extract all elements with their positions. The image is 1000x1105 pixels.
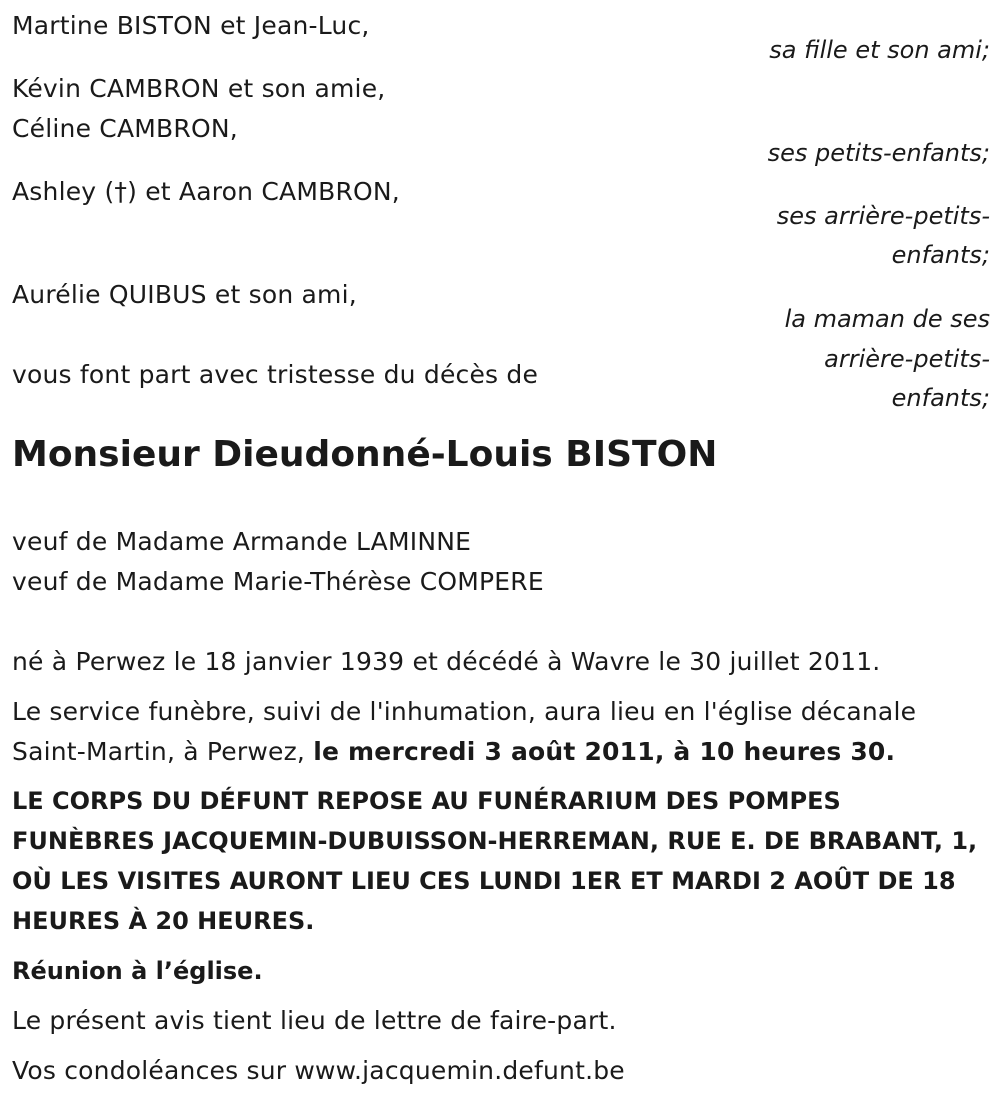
announcement-text: vous font part avec tristesse du décès de	[12, 360, 539, 389]
service-date-time: le mercredi 3 août 2011, à 10 heures 30.	[313, 737, 896, 766]
family-grandchild-2: Céline CAMBRON,	[12, 114, 238, 143]
family-mother-name: Aurélie QUIBUS et son ami,	[12, 280, 357, 309]
family-daughter-names: Martine BISTON et Jean-Luc,	[12, 11, 370, 40]
family-great-grandchildren: Ashley (†) et Aaron CAMBRON,	[12, 177, 400, 206]
notice-text: Le présent avis tient lieu de lettre de faire-part.	[12, 1006, 617, 1035]
family-great-grandchildren-relation-1: ses arrière-petits-	[776, 202, 990, 230]
service-line-1: Le service funèbre, suivi de l'inhumation, aura lieu en l'église décanale	[12, 697, 917, 726]
family-great-grandchildren-relation-2: enfants;	[891, 241, 990, 269]
family-mother-relation-2: arrière-petits-	[824, 345, 990, 373]
visitation-line-2: FUNÈBRES JACQUEMIN-DUBUISSON-HERREMAN, RUE E. DE BRABANT, 1,	[12, 827, 978, 855]
service-location: Saint-Martin, à Perwez,	[12, 737, 314, 766]
family-grandchildren-relation: ses petits-enfants;	[767, 139, 990, 167]
widower-line-1: veuf de Madame Armande LAMINNE	[12, 527, 472, 556]
family-mother-relation-1: la maman de ses	[784, 305, 990, 333]
family-daughter-relation: sa fille et son ami;	[769, 36, 990, 64]
family-grandchild-1: Kévin CAMBRON et son amie,	[12, 74, 386, 103]
visitation-line-3: OÙ LES VISITES AURONT LIEU CES LUNDI 1ER ET MARDI 2 AOÛT DE 18	[12, 867, 956, 895]
visitation-line-4: HEURES À 20 HEURES.	[12, 907, 315, 935]
widower-line-2: veuf de Madame Marie-Thérèse COMPERE	[12, 567, 544, 596]
birth-death-text: né à Perwez le 18 janvier 1939 et décédé à Wavre le 30 juillet 2011.	[12, 647, 881, 676]
meeting-text: Réunion à l’église.	[12, 957, 263, 985]
service-line-2	[12, 732, 895, 772]
condolences-text: Vos condoléances sur www.jacquemin.defunt.be	[12, 1056, 625, 1085]
visitation-line-1: LE CORPS DU DÉFUNT REPOSE AU FUNÉRARIUM DES POMPES	[12, 787, 841, 815]
family-mother-relation-3: enfants;	[891, 384, 990, 412]
deceased-name: Monsieur Dieudonné-Louis BISTON	[12, 434, 718, 475]
